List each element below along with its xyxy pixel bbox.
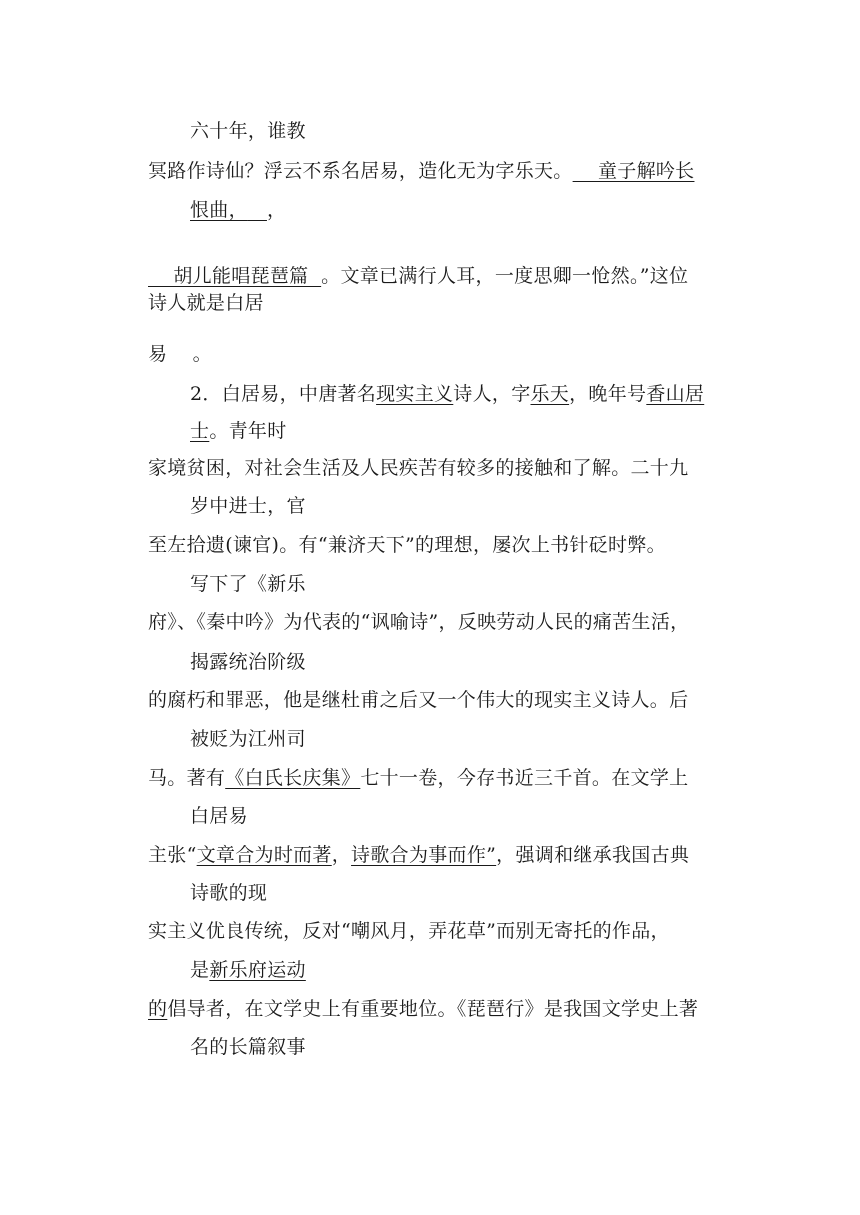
text-line [148,842,689,868]
text-line: 易 。 [148,343,212,365]
answer-blank: 胡儿能唱琵琶篇 [148,265,322,287]
answer-blank: 新乐府运动 [209,959,306,981]
answer-blank: 香山居 [646,383,705,405]
text-segment: 是 [190,959,210,981]
text-segment: ，强调和继承我国古典 [496,844,690,866]
text-line [190,197,286,223]
answer-blank: 诗歌合为事而作” [351,844,497,866]
answer-blank: 童子解吟长 [572,160,695,182]
text-line: 家境贫困，对社会生活及人民疾苦有较多的接触和了解。二十九 [148,457,689,479]
answer-blank: 《白氏长庆集》 [225,767,361,789]
text-segment: ，晚年号 [569,383,647,405]
answer-blank: 乐天 [530,383,570,405]
text-line [190,381,704,407]
text-line: 至左拾遗(谏官)。有“兼济天下”的理想，屡次上书针砭时弊。 [148,534,666,556]
text-line [148,765,688,791]
text-segment: 。青年时 [209,420,287,442]
text-segment: 主张“ [148,844,197,866]
text-line: 府》、《秦中吟》为代表的“讽喻诗”，反映劳动人民的痛苦生活， [148,611,690,633]
text-segment: 马。著有 [148,767,226,789]
text-line [190,957,306,983]
text-segment: 。文章已满行人耳，一度思卿一怆然。”这位 [321,265,689,287]
text-line: 实主义优良传统，反对“嘲风月，弄花草”而别无寄托的作品， [148,920,670,942]
text-line: 白居易 [190,805,248,827]
text-segment: 倡导者，在文学史上有重要地位。《琵琶行》是我国文学史上著 [167,998,699,1020]
text-line: 岁中进士，官 [190,495,306,517]
text-line: 写下了《新乐 [190,573,306,595]
text-segment: ， [266,199,287,221]
text-segment: 七十一卷，今存书近三千首。在文学上 [360,767,689,789]
text-line [148,996,698,1022]
text-line [148,263,688,289]
text-line [148,158,694,184]
answer-blank: 士 [190,420,210,442]
answer-blank: 的 [148,998,168,1020]
text-line: 揭露统治阶级 [190,651,306,673]
answer-blank: 现实主义 [376,383,454,405]
text-segment: 诗人，字 [453,383,531,405]
text-line: 诗人就是白居 [148,292,264,314]
text-line: 被贬为江州司 [190,728,306,750]
answer-blank [248,199,267,221]
text-line: 六十年，谁教 [190,120,306,142]
text-segment: ， [331,844,352,866]
answer-blank: 文章合为时而著 [196,844,332,866]
text-line: 的腐朽和罪恶，他是继杜甫之后又一个伟大的现实主义诗人。后 [148,689,689,711]
text-segment: 冥路作诗仙？浮云不系名居易，造化无为字乐天。 [148,160,573,182]
text-line [190,418,287,444]
answer-blank: 恨曲， [190,199,248,221]
text-line: 名的长篇叙事 [190,1036,306,1058]
text-line: 诗歌的现 [190,882,268,904]
text-segment: 2．白居易，中唐著名 [190,383,377,405]
